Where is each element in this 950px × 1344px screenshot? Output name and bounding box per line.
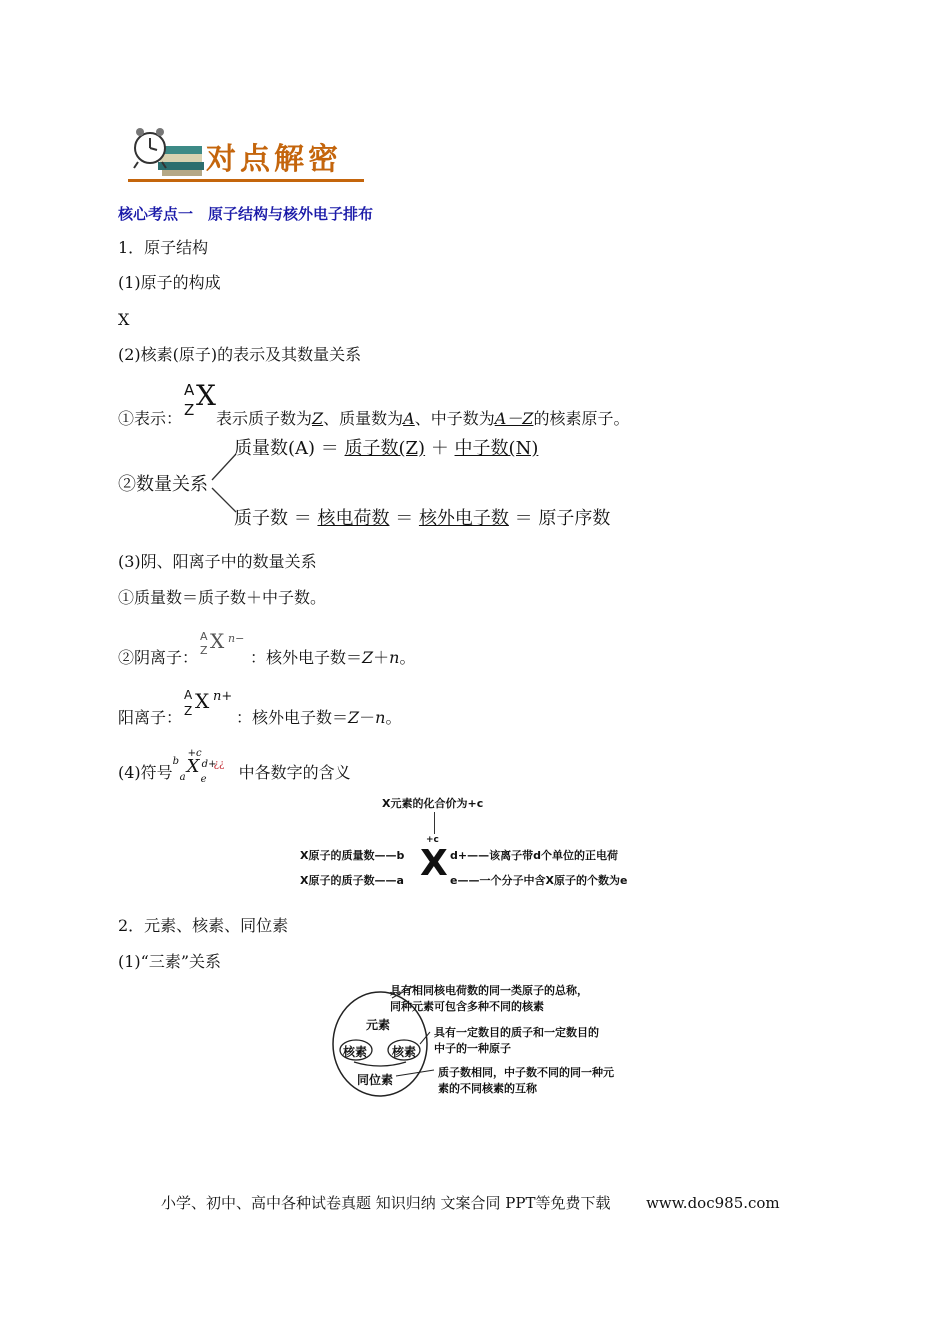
symbol-a: a bbox=[179, 772, 186, 783]
symbol-meaning-line bbox=[118, 748, 351, 785]
nuclide-representation bbox=[118, 379, 630, 429]
banner-title: 对点解密 bbox=[206, 142, 342, 177]
heading-atomic-structure: 1．原子结构 bbox=[118, 238, 209, 257]
section-banner bbox=[128, 122, 368, 182]
subheading-composition: (1)原子的构成 bbox=[118, 273, 221, 292]
rep-mass-number: A bbox=[184, 381, 195, 399]
row2-atomic-number: 原子序数 bbox=[538, 508, 611, 529]
anion-value-n: n bbox=[389, 648, 400, 667]
anion-text-3: 。 bbox=[399, 648, 416, 667]
concept-element: 元素 bbox=[366, 1018, 391, 1032]
rep-value-a: A bbox=[403, 409, 415, 428]
cation-line bbox=[118, 688, 402, 728]
row2-proton-number: 质子数 bbox=[234, 508, 288, 529]
symbol-prefix: (4)符号 bbox=[118, 763, 173, 782]
diagram-valence-label: X元素的化合价为+c bbox=[382, 797, 484, 810]
row1-plus: ＋ bbox=[430, 438, 449, 459]
clock-books-icon bbox=[128, 122, 206, 182]
quantity-row-1 bbox=[234, 434, 538, 460]
quantity-relations bbox=[118, 430, 638, 530]
anion-mass-number: A bbox=[200, 630, 208, 643]
rep-text-4: 的核素原子。 bbox=[533, 409, 630, 428]
concept-nuclide-left: 核素 bbox=[343, 1045, 368, 1059]
row1-proton-number: 质子数(Z) bbox=[344, 438, 426, 459]
symbol-suffix: 中各数字的含义 bbox=[238, 763, 351, 782]
diagram-c: +c bbox=[426, 835, 439, 845]
note-element-2: 同种元素可包含多种不同的核素 bbox=[390, 1000, 544, 1013]
footer-link[interactable]: www.doc985.com bbox=[646, 1194, 780, 1212]
page-footer bbox=[161, 1192, 780, 1213]
ions-mass-relation: ①质量数＝质子数＋中子数。 bbox=[118, 588, 327, 607]
cation-symbol: X bbox=[195, 689, 210, 713]
diagram-connector bbox=[434, 812, 435, 834]
subheading-ions: (3)阴、阳离子中的数量关系 bbox=[118, 552, 317, 571]
note-isotope-1: 质子数相同，中子数不同的同一种元 bbox=[438, 1066, 614, 1079]
diagram-mass-label: X原子的质量数——b bbox=[300, 849, 405, 862]
anion-symbol: X bbox=[210, 629, 225, 653]
row2-electron-number: 核外电子数 bbox=[418, 508, 509, 529]
anion-prefix: ②阴离子： bbox=[118, 648, 199, 667]
row2-equals-2: ＝ bbox=[395, 508, 414, 529]
row1-neutron-number: 中子数(N) bbox=[454, 438, 539, 459]
note-nuclide-2: 中子的一种原子 bbox=[434, 1042, 511, 1055]
row2-equals-3: ＝ bbox=[514, 508, 533, 529]
cation-value-n: n bbox=[375, 708, 386, 727]
rep-text-2: 、质量数为 bbox=[323, 409, 404, 428]
three-concepts-diagram bbox=[330, 978, 660, 1104]
note-isotope-2: 素的不同核素的互称 bbox=[438, 1082, 537, 1095]
rep-value-z: Z bbox=[312, 409, 324, 428]
symbol-diagram bbox=[300, 795, 660, 895]
cation-value-z: Z bbox=[348, 708, 360, 727]
row1-mass-number: 质量数(A) bbox=[234, 438, 316, 459]
cation-text-1: ：核外电子数＝ bbox=[236, 708, 349, 727]
quantity-row-2 bbox=[234, 504, 610, 530]
rep-value-n: A－Z bbox=[494, 409, 534, 428]
symbol-x: X bbox=[186, 756, 200, 777]
section-heading: 核心考点一 原子结构与核外电子排布 bbox=[118, 205, 374, 223]
cation-prefix: 阳离子： bbox=[118, 708, 183, 727]
rep-element-symbol: X bbox=[196, 379, 216, 412]
subheading-nuclide: (2)核素(原子)的表示及其数量关系 bbox=[118, 345, 362, 364]
concept-isotope: 同位素 bbox=[357, 1073, 394, 1087]
banner-underline bbox=[128, 179, 364, 182]
row1-equals: ＝ bbox=[320, 438, 339, 459]
diagram-count-label: e——一个分子中含X原子的个数为e bbox=[450, 874, 628, 887]
cation-atomic-number: Z bbox=[184, 704, 193, 718]
footer-text: 小学、初中、高中各种试卷真题 知识归纳 文案合同 PPT等免费下载 bbox=[161, 1194, 611, 1212]
rep-atomic-number: Z bbox=[184, 401, 195, 419]
anion-line bbox=[118, 629, 416, 668]
note-element-1: 具有相同核电荷数的同一类原子的总称， bbox=[390, 984, 588, 997]
symbol-c: +c bbox=[187, 748, 202, 759]
cation-text-2: － bbox=[359, 708, 376, 727]
symbol-garbled: ¿¿ bbox=[213, 759, 225, 770]
subheading-three-concepts: (1)“三素”关系 bbox=[118, 952, 222, 971]
concept-nuclide-right: 核素 bbox=[392, 1045, 417, 1059]
anion-text-2: ＋ bbox=[373, 648, 390, 667]
heading-elements: 2．元素、核素、同位素 bbox=[118, 916, 289, 935]
rep-text-3: 、中子数为 bbox=[414, 409, 495, 428]
diagram-charge-label: d+——该离子带d个单位的正电荷 bbox=[450, 849, 618, 862]
rep-prefix: ①表示： bbox=[118, 409, 183, 428]
diagram-element-symbol: X bbox=[420, 843, 448, 884]
row2-equals-1: ＝ bbox=[293, 508, 312, 529]
anion-value-z: Z bbox=[362, 648, 374, 667]
cation-mass-number: A bbox=[184, 688, 193, 702]
symbol-b: b bbox=[172, 756, 180, 767]
cation-charge: n+ bbox=[213, 689, 233, 704]
diagram-proton-label: X原子的质子数——a bbox=[300, 874, 404, 887]
symbol-d: d+ bbox=[201, 759, 217, 770]
anion-text-1: ：核外电子数＝ bbox=[250, 648, 363, 667]
note-nuclide-1: 具有一定数目的质子和一定数目的 bbox=[434, 1026, 599, 1039]
composition-symbol: X bbox=[118, 310, 130, 329]
row2-nuclear-charge: 核电荷数 bbox=[317, 508, 390, 529]
anion-atomic-number: Z bbox=[200, 644, 208, 657]
symbol-e: e bbox=[200, 774, 207, 785]
rep-text-1: 表示质子数为 bbox=[216, 409, 313, 428]
anion-charge: n− bbox=[228, 632, 245, 645]
quantity-label: ②数量关系 bbox=[118, 474, 208, 495]
cation-text-3: 。 bbox=[385, 708, 402, 727]
